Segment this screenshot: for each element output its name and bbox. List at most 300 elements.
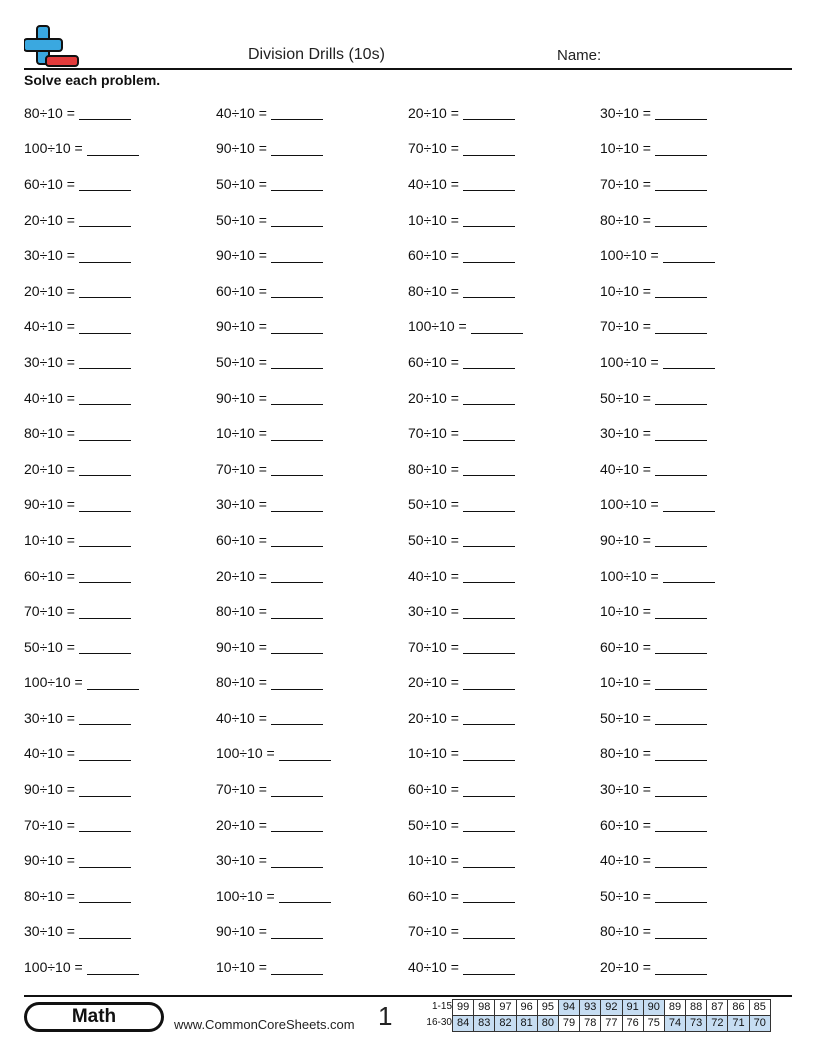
problem-expression: 90÷10 = [600,531,651,548]
problem-expression: 90÷10 = [216,247,267,264]
problem-expression: 60÷10 = [216,531,267,548]
score-key-cell: 75 [643,1016,664,1032]
problem [216,852,408,868]
problem-expression: 50÷10 = [408,531,459,548]
answer-blank[interactable] [79,105,131,120]
answer-blank[interactable] [463,710,515,725]
problem-expression: 20÷10 = [408,389,459,406]
problem [216,888,408,904]
problem-row [24,131,792,167]
problem [24,745,216,761]
name-label: Name: [557,47,602,64]
problem-expression: 100÷10 = [600,567,659,584]
problem-row [24,309,792,345]
answer-blank[interactable] [655,675,707,690]
page-title: Division Drills (10s) [248,46,385,63]
answer-blank[interactable] [655,604,707,619]
problem [408,354,600,370]
problem-expression: 10÷10 = [408,745,459,762]
answer-blank[interactable] [463,461,515,476]
problem [24,852,216,868]
answer-blank[interactable] [79,710,131,725]
answer-blank[interactable] [79,604,131,619]
problem-expression: 100÷10 = [408,318,467,335]
answer-blank[interactable] [463,746,515,761]
problem [408,247,600,263]
problem-expression: 70÷10 = [408,425,459,442]
problem [216,745,408,761]
problem-expression: 70÷10 = [408,638,459,655]
answer-blank[interactable] [79,853,131,868]
answer-blank[interactable] [271,604,323,619]
problem-expression: 50÷10 = [600,887,651,904]
problem-row [24,700,792,736]
problem-expression: 40÷10 = [24,745,75,762]
problem-expression: 60÷10 = [408,781,459,798]
score-key-cell: 94 [558,1000,579,1016]
answer-blank[interactable] [271,390,323,405]
problem-expression: 90÷10 = [216,389,267,406]
answer-blank[interactable] [271,141,323,156]
problem-expression: 60÷10 = [600,816,651,833]
answer-blank[interactable] [271,532,323,547]
problem-expression: 60÷10 = [408,353,459,370]
problem [408,318,600,334]
answer-blank[interactable] [463,176,515,191]
answer-blank[interactable] [655,390,707,405]
answer-blank[interactable] [271,639,323,654]
score-key-cell: 73 [686,1016,707,1032]
brand-label: Math [27,1005,161,1029]
answer-blank[interactable] [79,319,131,334]
problem-expression: 40÷10 = [24,389,75,406]
answer-blank[interactable] [655,532,707,547]
problem [24,212,216,228]
answer-blank[interactable] [463,888,515,903]
score-key-cell: 83 [474,1016,495,1032]
answer-blank[interactable] [655,853,707,868]
answer-blank[interactable] [463,532,515,547]
problem-expression: 70÷10 = [24,816,75,833]
answer-blank[interactable] [271,354,323,369]
answer-blank[interactable] [463,924,515,939]
problem [408,176,600,192]
answer-blank[interactable] [655,176,707,191]
worksheet-header [24,22,792,70]
problem-expression: 70÷10 = [408,140,459,157]
answer-blank[interactable] [79,426,131,441]
answer-blank[interactable] [271,461,323,476]
problem-row [24,380,792,416]
answer-blank[interactable] [655,639,707,654]
problem [600,923,792,939]
problem-expression: 70÷10 = [24,603,75,620]
problem [408,212,600,228]
answer-blank[interactable] [271,960,323,975]
answer-blank[interactable] [271,853,323,868]
answer-blank[interactable] [655,924,707,939]
problem-row [24,202,792,238]
problem [216,247,408,263]
answer-blank[interactable] [463,141,515,156]
problem-expression: 30÷10 = [600,104,651,121]
answer-blank[interactable] [79,817,131,832]
answer-blank[interactable] [655,710,707,725]
answer-blank[interactable] [79,746,131,761]
answer-blank[interactable] [271,283,323,298]
answer-blank[interactable] [655,817,707,832]
problem [216,461,408,477]
problem-expression: 30÷10 = [24,353,75,370]
problem [24,603,216,619]
score-key-cell: 95 [537,1000,558,1016]
problem-expression: 50÷10 = [24,638,75,655]
problem [24,247,216,263]
problem [24,674,216,690]
problem-expression: 30÷10 = [24,923,75,940]
problem-expression: 40÷10 = [600,460,651,477]
problem-row [24,736,792,772]
problem [216,603,408,619]
problem-expression: 60÷10 = [408,247,459,264]
problem-expression: 50÷10 = [216,211,267,228]
answer-blank[interactable] [463,354,515,369]
answer-blank[interactable] [463,497,515,512]
problem [600,888,792,904]
problem-expression: 80÷10 = [600,211,651,228]
answer-blank[interactable] [271,176,323,191]
answer-blank[interactable] [471,319,523,334]
problem-expression: 90÷10 = [24,852,75,869]
problem [216,354,408,370]
problem [24,781,216,797]
answer-blank[interactable] [463,248,515,263]
score-key-cell: 97 [495,1000,516,1016]
problem-row [24,487,792,523]
problem-expression: 80÷10 = [600,923,651,940]
answer-blank[interactable] [663,248,715,263]
answer-blank[interactable] [655,960,707,975]
problem [216,817,408,833]
problem [408,461,600,477]
score-key-cell: 85 [749,1000,770,1016]
problem-expression: 70÷10 = [216,460,267,477]
score-key-cell: 86 [728,1000,749,1016]
problem [600,568,792,584]
answer-blank[interactable] [271,426,323,441]
problem-expression: 10÷10 = [216,425,267,442]
answer-blank[interactable] [271,497,323,512]
answer-blank[interactable] [271,710,323,725]
problem [216,959,408,975]
problem-expression: 100÷10 = [24,959,83,976]
problem [24,283,216,299]
answer-blank[interactable] [79,390,131,405]
problem [408,639,600,655]
score-key-row [453,1016,771,1032]
problem-row [24,629,792,665]
problem [408,923,600,939]
answer-blank[interactable] [655,746,707,761]
problem-expression: 60÷10 = [24,175,75,192]
answer-blank[interactable] [87,141,139,156]
answer-blank[interactable] [279,746,331,761]
answer-blank[interactable] [79,497,131,512]
problem-expression: 50÷10 = [600,709,651,726]
problem [600,390,792,406]
problem-expression: 20÷10 = [24,211,75,228]
problem-expression: 90÷10 = [216,638,267,655]
answer-blank[interactable] [655,461,707,476]
answer-blank[interactable] [271,568,323,583]
answer-blank[interactable] [655,888,707,903]
answer-blank[interactable] [271,782,323,797]
score-key-cell: 77 [601,1016,622,1032]
problem-row [24,842,792,878]
problem-expression: 40÷10 = [216,104,267,121]
problem-expression: 30÷10 = [216,852,267,869]
answer-blank[interactable] [655,141,707,156]
answer-blank[interactable] [87,960,139,975]
problem [600,176,792,192]
answer-blank[interactable] [271,319,323,334]
problem-expression: 20÷10 = [24,460,75,477]
problem-expression: 100÷10 = [216,887,275,904]
answer-blank[interactable] [463,212,515,227]
answer-blank[interactable] [463,853,515,868]
problem-expression: 70÷10 = [408,923,459,940]
problem-expression: 60÷10 = [600,638,651,655]
problem [216,425,408,441]
problem [600,710,792,726]
problem-row [24,807,792,843]
problem [408,710,600,726]
answer-blank[interactable] [79,176,131,191]
problem-expression: 80÷10 = [24,887,75,904]
answer-blank[interactable] [655,105,707,120]
instructions: Solve each problem. [24,72,161,88]
answer-blank[interactable] [79,248,131,263]
problem-expression: 30÷10 = [24,709,75,726]
problem-expression: 80÷10 = [408,282,459,299]
problem [216,140,408,156]
problem-expression: 20÷10 = [408,709,459,726]
answer-blank[interactable] [463,960,515,975]
score-key-cell: 72 [707,1016,728,1032]
problem [408,105,600,121]
problem [216,568,408,584]
problem-expression: 20÷10 = [216,567,267,584]
problem-expression: 70÷10 = [216,781,267,798]
problem-expression: 10÷10 = [600,282,651,299]
score-key-table [452,999,771,1032]
problem [408,817,600,833]
problem [408,781,600,797]
score-key-cell: 79 [558,1016,579,1032]
answer-blank[interactable] [79,888,131,903]
problem-expression: 20÷10 = [600,959,651,976]
problem-expression: 80÷10 = [24,104,75,121]
problem [216,710,408,726]
problem [408,852,600,868]
problem-expression: 30÷10 = [600,781,651,798]
problem [600,354,792,370]
problem-expression: 60÷10 = [24,567,75,584]
problem [24,710,216,726]
problem-expression: 40÷10 = [24,318,75,335]
problem [600,461,792,477]
answer-blank[interactable] [663,568,715,583]
problem-expression: 100÷10 = [600,496,659,513]
problem [24,817,216,833]
score-key-cell: 96 [516,1000,537,1016]
problem [24,461,216,477]
answer-blank[interactable] [655,319,707,334]
answer-blank[interactable] [79,461,131,476]
answer-blank[interactable] [463,105,515,120]
problem [408,888,600,904]
answer-blank[interactable] [463,675,515,690]
problem-row [24,522,792,558]
answer-blank[interactable] [279,888,331,903]
problem [24,176,216,192]
problem-row [24,415,792,451]
answer-blank[interactable] [271,212,323,227]
problem-row [24,166,792,202]
problem [216,496,408,512]
answer-blank[interactable] [271,817,323,832]
problem [24,105,216,121]
page-number: 1 [378,1001,393,1031]
problem-expression: 10÷10 = [216,959,267,976]
problem-expression: 100÷10 = [24,140,83,157]
problem [600,959,792,975]
problem [24,496,216,512]
problem [408,390,600,406]
problem-row [24,914,792,950]
problem-expression: 50÷10 = [408,496,459,513]
problem [408,425,600,441]
answer-blank[interactable] [79,782,131,797]
problem [600,781,792,797]
problem-expression: 30÷10 = [216,496,267,513]
answer-blank[interactable] [463,604,515,619]
answer-blank[interactable] [463,639,515,654]
problem-expression: 40÷10 = [600,852,651,869]
answer-blank[interactable] [463,390,515,405]
answer-blank[interactable] [463,817,515,832]
problem [600,425,792,441]
score-key-cell: 88 [686,1000,707,1016]
answer-blank[interactable] [79,212,131,227]
problem-expression: 90÷10 = [216,140,267,157]
answer-blank[interactable] [87,675,139,690]
problem-expression: 30÷10 = [24,247,75,264]
answer-blank[interactable] [655,782,707,797]
problem-expression: 40÷10 = [408,959,459,976]
problem [600,283,792,299]
score-key-cell: 82 [495,1016,516,1032]
answer-blank[interactable] [79,532,131,547]
problem-expression: 90÷10 = [216,923,267,940]
score-key-cell: 71 [728,1016,749,1032]
answer-blank[interactable] [655,426,707,441]
problem-row [24,95,792,131]
score-key-cell: 90 [643,1000,664,1016]
answer-blank[interactable] [79,639,131,654]
problem [408,674,600,690]
score-key-cell: 91 [622,1000,643,1016]
answer-blank[interactable] [463,568,515,583]
problem [216,532,408,548]
problem [216,283,408,299]
problem-expression: 40÷10 = [216,709,267,726]
problem-expression: 10÷10 = [24,531,75,548]
problem-expression: 60÷10 = [216,282,267,299]
problem-expression: 80÷10 = [216,603,267,620]
answer-blank[interactable] [79,924,131,939]
problem-expression: 30÷10 = [600,425,651,442]
problem-row [24,949,792,985]
problem-expression: 30÷10 = [408,603,459,620]
answer-blank[interactable] [663,354,715,369]
problem-expression: 40÷10 = [408,175,459,192]
problem [600,247,792,263]
answer-blank[interactable] [663,497,715,512]
answer-blank[interactable] [271,924,323,939]
problem [216,105,408,121]
problem [408,603,600,619]
problem [600,852,792,868]
problem [24,354,216,370]
score-key-label: 1-15 [431,1001,452,1012]
answer-blank[interactable] [79,568,131,583]
problem [24,425,216,441]
problem-expression: 90÷10 = [216,318,267,335]
score-key-cell: 84 [453,1016,474,1032]
answer-blank[interactable] [271,105,323,120]
answer-blank[interactable] [655,212,707,227]
answer-blank[interactable] [655,283,707,298]
answer-blank[interactable] [271,675,323,690]
answer-blank[interactable] [79,354,131,369]
problem [600,212,792,228]
problem [216,212,408,228]
problem-expression: 100÷10 = [24,674,83,691]
problem-expression: 50÷10 = [216,175,267,192]
answer-blank[interactable] [463,782,515,797]
answer-blank[interactable] [79,283,131,298]
score-key-cell: 89 [664,1000,685,1016]
answer-blank[interactable] [271,248,323,263]
problem-expression: 10÷10 = [600,603,651,620]
problem-expression: 50÷10 = [600,389,651,406]
problem-expression: 50÷10 = [408,816,459,833]
problem-expression: 80÷10 = [600,745,651,762]
problem [600,318,792,334]
problem-expression: 50÷10 = [216,353,267,370]
score-key-cell: 81 [516,1016,537,1032]
answer-blank[interactable] [463,283,515,298]
problem [600,745,792,761]
score-key-cell: 92 [601,1000,622,1016]
problem [600,140,792,156]
answer-blank[interactable] [463,426,515,441]
problem [408,959,600,975]
problem-row [24,878,792,914]
problem-expression: 60÷10 = [408,887,459,904]
problem [216,318,408,334]
